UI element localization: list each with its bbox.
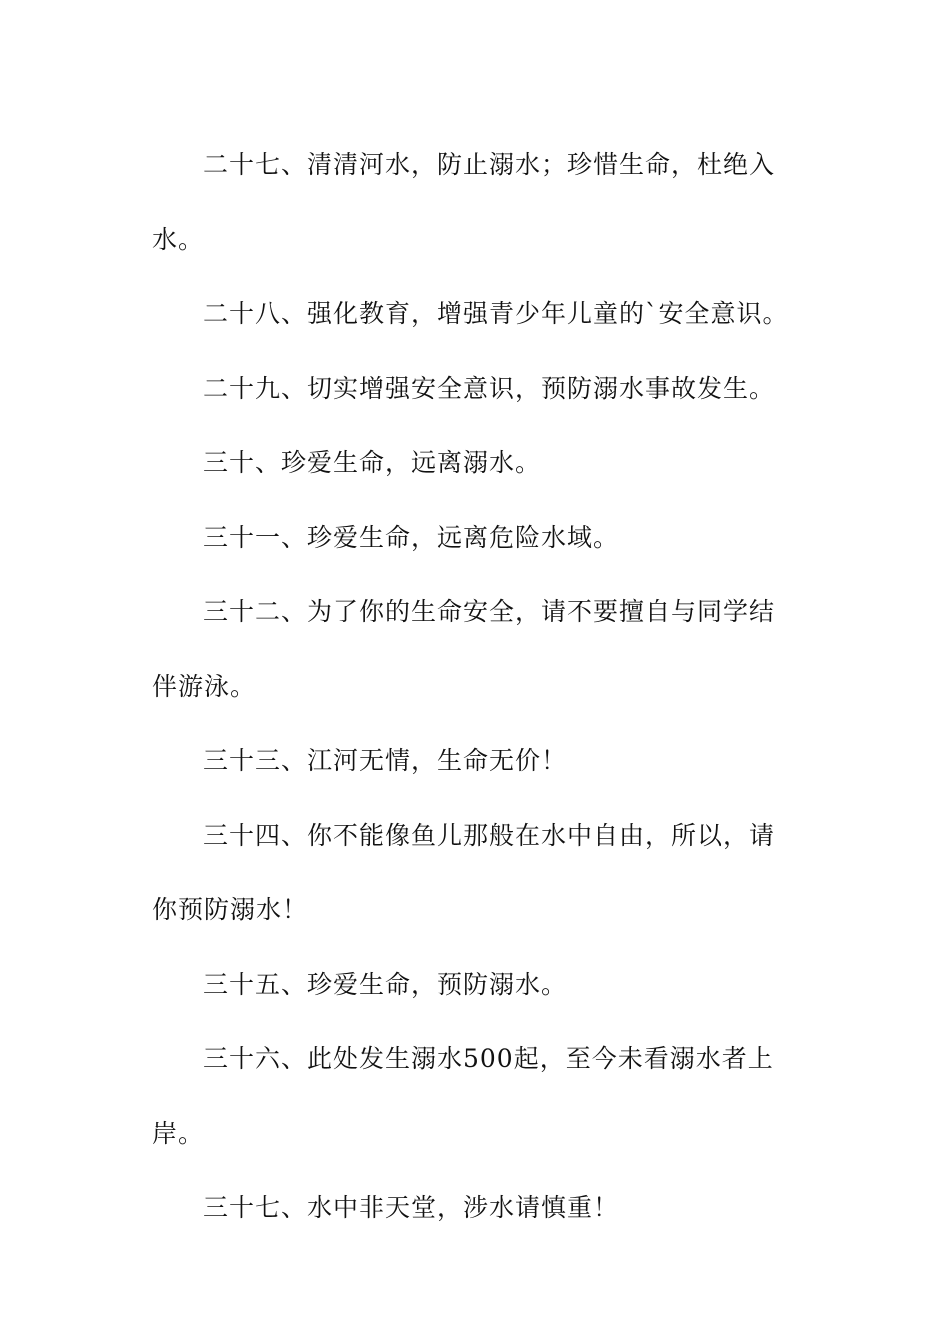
slogan-29: 二十九、切实增强安全意识，预防溺水事故发生。 bbox=[203, 373, 776, 403]
slogan-32: 三十二、为了你的生命安全，请不要擅自与同学结伴游泳。 bbox=[152, 597, 776, 701]
slogan-27: 二十七、清清河水，防止溺水；珍惜生命，杜绝入水。 bbox=[152, 150, 776, 254]
slogan-37: 三十七、水中非天堂，涉水请慎重！ bbox=[203, 1193, 620, 1222]
slogan-31: 三十一、珍爱生命，远离危险水域。 bbox=[203, 522, 620, 552]
document-body bbox=[152, 128, 792, 1246]
slogan-34: 三十四、你不能像鱼儿那般在水中自由，所以，请你预防溺水！ bbox=[152, 820, 776, 924]
slogan-28: 二十八、强化教育，增强青少年儿童的`安全意识。 bbox=[203, 299, 789, 328]
slogan-35: 三十五、珍爱生命，预防溺水。 bbox=[203, 969, 568, 999]
slogan-36: 三十六、此处发生溺水500起，至今未看溺水者上岸。 bbox=[152, 1044, 774, 1148]
slogan-30: 三十、珍爱生命，远离溺水。 bbox=[203, 448, 542, 477]
slogan-33: 三十三、江河无情，生命无价！ bbox=[203, 746, 568, 775]
